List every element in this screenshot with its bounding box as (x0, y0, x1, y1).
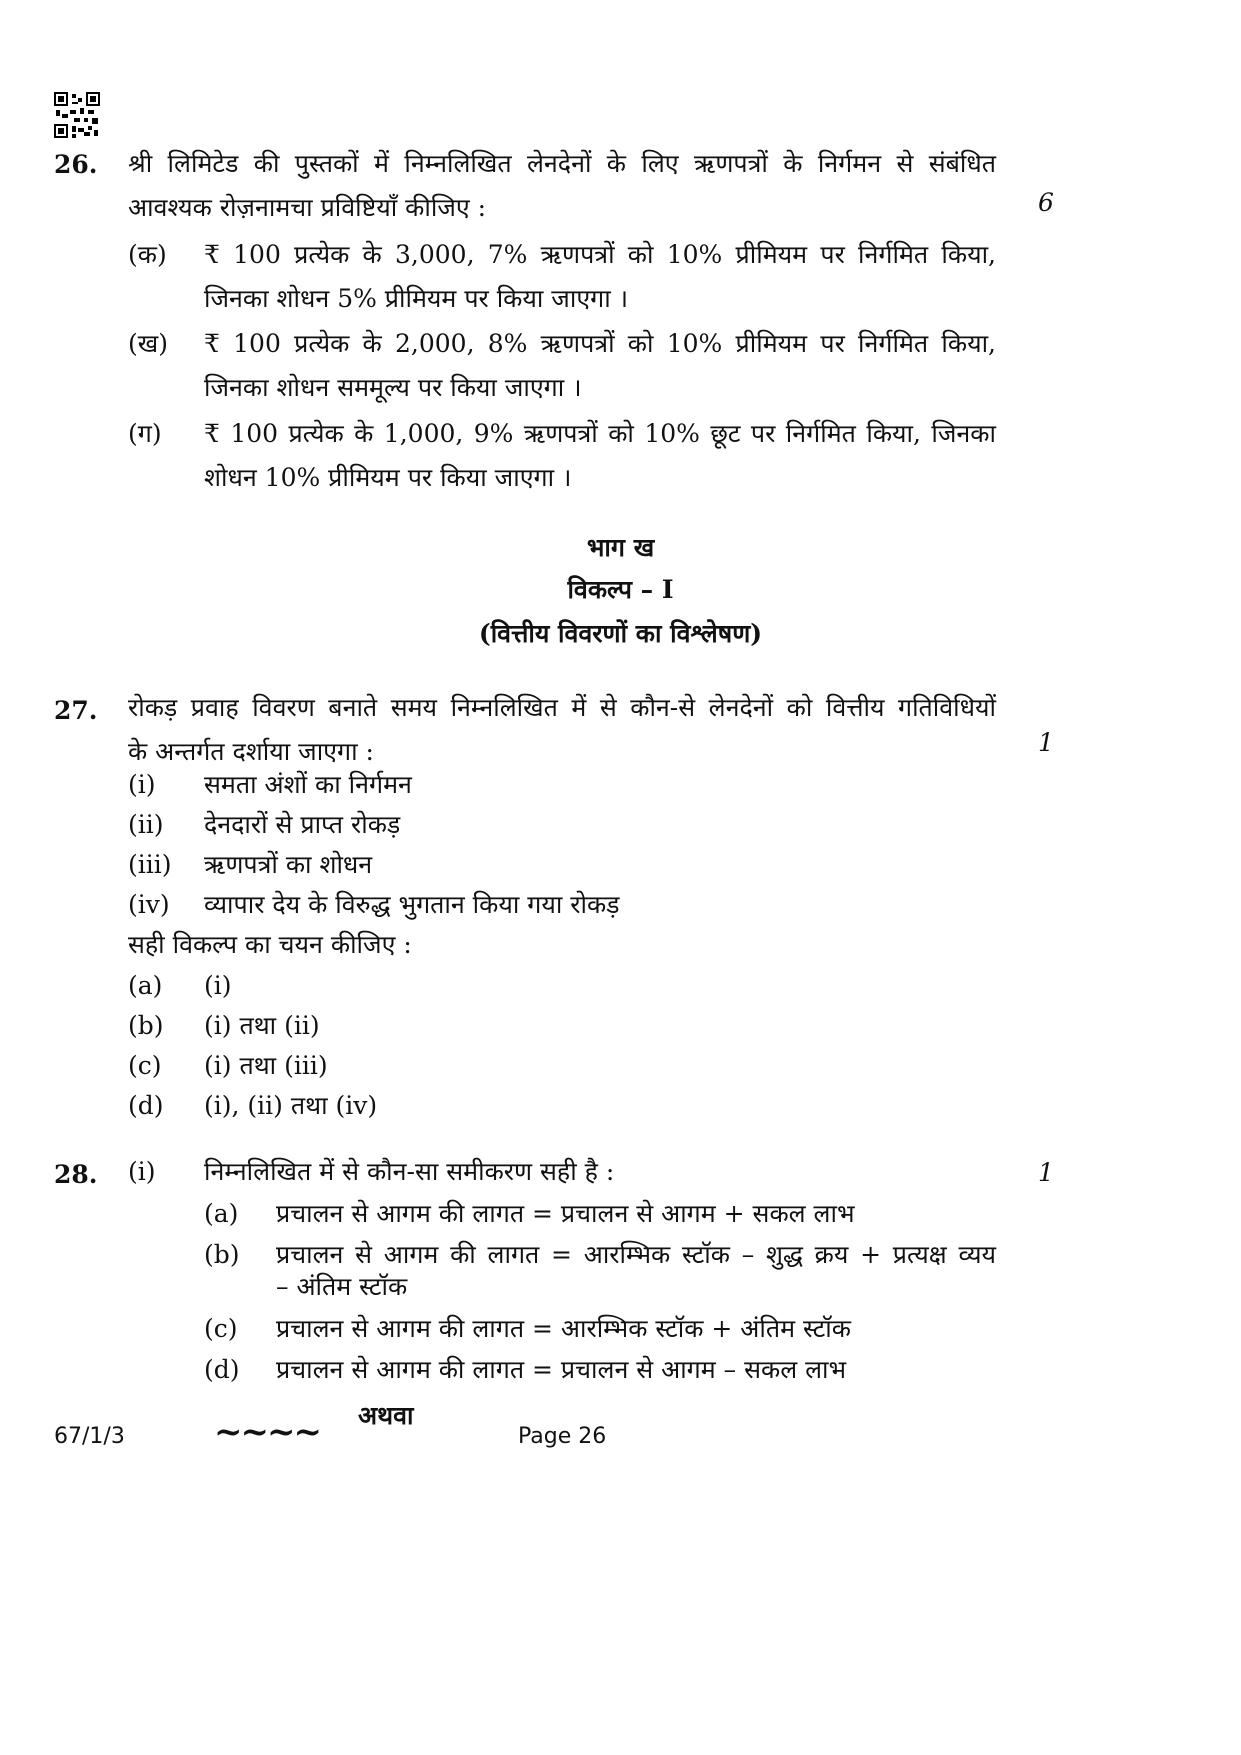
marks: 1 (1038, 1158, 1054, 1187)
option-text: (i) (204, 971, 232, 1000)
qr-code-icon (54, 92, 100, 138)
question-text-line: के अन्तर्गत दर्शाया जाएगा : (128, 737, 374, 766)
option-text (276, 1233, 996, 1309)
item-text-line: जिनका शोधन सममूल्य पर किया जाएगा । (204, 373, 582, 402)
option-text: (i), (ii) तथा (iv) (204, 1091, 378, 1120)
question-text (128, 142, 996, 230)
option-label: (b) (128, 1011, 164, 1040)
item-text-line: ₹ 100 प्रत्येक के 1,000, 9% ऋणपत्रों को 10% छूट पर निर्गमित किया, जिनका (204, 419, 996, 448)
question-number: 28. (54, 1160, 98, 1189)
item-label: (क) (128, 240, 167, 269)
statement-text: समता अंशों का निर्गमन (204, 770, 412, 799)
marks: 1 (1038, 728, 1054, 757)
page-number: Page 26 (518, 1424, 607, 1449)
question-text: निम्नलिखित में से कौन-सा समीकरण सही है : (204, 1157, 615, 1186)
item-text-line: ₹ 100 प्रत्येक के 2,000, 8% ऋणपत्रों को 10% प्रीमियम पर निर्गमित किया, (204, 329, 996, 358)
option-text-line: प्रचालन से आगम की लागत = आरम्भिक स्टॉक – शुद्ध क्रय + प्रत्यक्ष व्यय (276, 1240, 996, 1269)
option-text: प्रचालन से आगम की लागत = प्रचालन से आगम + सकल लाभ (276, 1199, 855, 1228)
paper-code: 67/1/3 (54, 1424, 125, 1449)
section-subtitle: (वित्तीय विवरणों का विश्लेषण) (478, 619, 763, 648)
item-text (204, 233, 996, 321)
option-label: (d) (204, 1355, 240, 1384)
statement-label: (i) (128, 770, 156, 799)
choose-prompt: सही विकल्प का चयन कीजिए : (128, 930, 412, 959)
section-option-heading: विकल्प – I (567, 575, 674, 604)
option-label: (b) (204, 1240, 240, 1269)
option-label: (d) (128, 1091, 164, 1120)
option-text: प्रचालन से आगम की लागत = प्रचालन से आगम – सकल लाभ (276, 1355, 847, 1384)
item-text (204, 322, 996, 410)
item-label: (ख) (128, 329, 168, 358)
question-number: 26. (54, 150, 98, 179)
marks: 6 (1038, 188, 1054, 217)
question-text-line: रोकड़ प्रवाह विवरण बनाते समय निम्नलिखित में से कौन-से लेनदेनों को वित्तीय गतिविधियों (128, 693, 996, 722)
question-number: 27. (54, 696, 98, 725)
question-text-line: श्री लिमिटेड की पुस्तकों में निम्नलिखित लेनदेनों के लिए ऋणपत्रों के निर्गमन से संबंधित (128, 149, 996, 178)
statement-text: देनदारों से प्राप्त रोकड़ (204, 810, 401, 839)
statement-label: (iii) (128, 850, 172, 879)
option-label: (a) (204, 1199, 239, 1228)
question-text (128, 686, 996, 774)
squiggle-mark: ~~~~ (214, 1412, 320, 1452)
or-separator: अथवा (358, 1401, 414, 1430)
option-text: (i) तथा (ii) (204, 1011, 320, 1040)
statement-text: व्यापार देय के विरुद्ध भुगतान किया गया रोकड़ (204, 890, 620, 919)
item-label: (ग) (128, 419, 162, 448)
item-text-line: जिनका शोधन 5% प्रीमियम पर किया जाएगा । (204, 284, 629, 313)
statement-text: ऋणपत्रों का शोधन (204, 850, 373, 879)
option-label: (c) (128, 1051, 162, 1080)
statement-label: (iv) (128, 890, 170, 919)
option-text-line: – अंतिम स्टॉक (276, 1272, 408, 1301)
option-label: (c) (204, 1314, 238, 1343)
item-text-line: शोधन 10% प्रीमियम पर किया जाएगा । (204, 463, 572, 492)
option-text: (i) तथा (iii) (204, 1051, 328, 1080)
option-text: प्रचालन से आगम की लागत = आरम्भिक स्टॉक + अंतिम स्टॉक (276, 1314, 851, 1343)
item-text (204, 412, 996, 500)
question-text-line: आवश्यक रोज़नामचा प्रविष्टियाँ कीजिए : (128, 193, 487, 222)
question-part-label: (i) (128, 1157, 156, 1186)
option-label: (a) (128, 971, 163, 1000)
statement-label: (ii) (128, 810, 164, 839)
item-text-line: ₹ 100 प्रत्येक के 3,000, 7% ऋणपत्रों को 10% प्रीमियम पर निर्गमित किया, (204, 240, 996, 269)
section-part-heading: भाग ख (586, 533, 655, 562)
